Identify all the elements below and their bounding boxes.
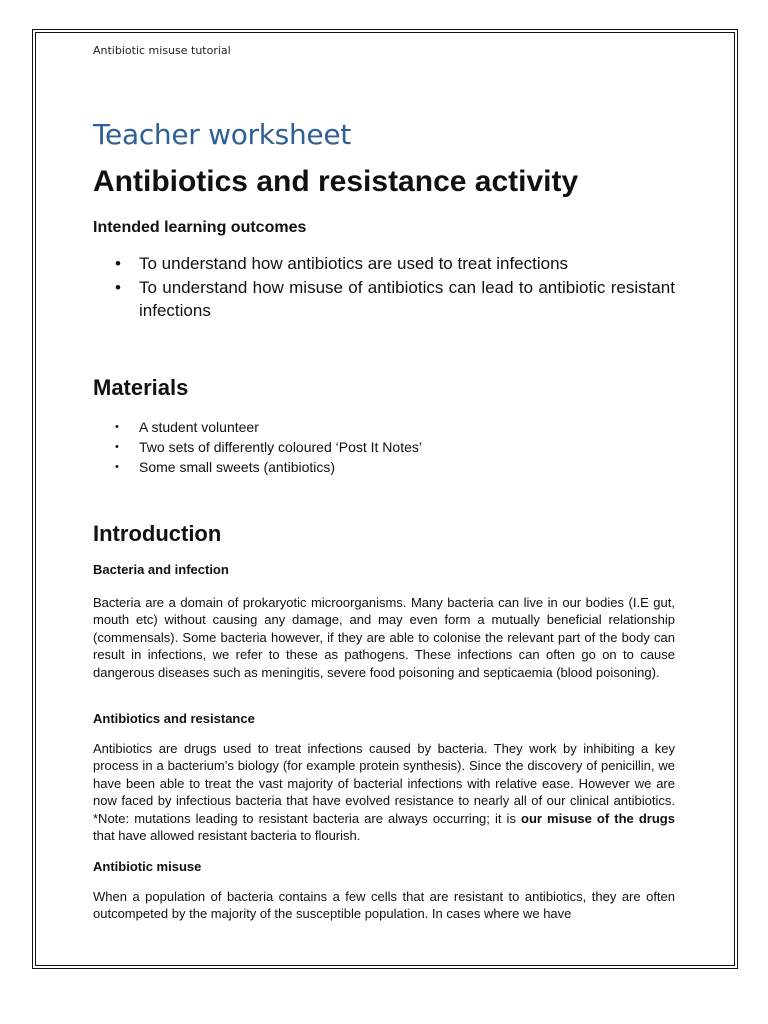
resistance-text-emphasis: our misuse of the drugs	[521, 810, 675, 826]
list-item	[93, 276, 675, 322]
bullet-icon: •	[115, 441, 119, 453]
material-text: A student volunteer	[139, 419, 259, 435]
bacteria-subheading: Bacteria and infection	[93, 562, 229, 577]
bullet-icon: •	[115, 254, 121, 273]
activity-title: Antibiotics and resistance activity	[93, 165, 579, 198]
outcome-text: To understand how antibiotics are used to treat infections	[139, 254, 569, 273]
list-item	[93, 457, 422, 477]
outcome-text: To understand how misuse of antibiotics can lead to antibiotic resistant infections	[139, 278, 675, 320]
resistance-text-start: Antibiotics are drugs used to treat infections caused by bacteria. They work by inhibiting a key process in a bacterium’s biology (for example protein synthesis). Since the discovery of penicillin, we have been able to treat the vast majority of bacterial infections with relative ease. However we are now faced by infectious bacteria that have evolved resistance to nearly all of our clinical antibiotics. *Note: mutations leading to resistant bacteria are always occurring; it is	[93, 741, 675, 826]
introduction-heading: Introduction	[93, 521, 222, 546]
bullet-icon: •	[115, 421, 119, 433]
misuse-subheading: Antibiotic misuse	[93, 859, 202, 874]
bullet-icon: •	[115, 461, 119, 473]
materials-heading: Materials	[93, 375, 189, 400]
misuse-paragraph: When a population of bacteria contains a few cells that are resistant to antibiotics, they are often outcompeted by the majority of the susceptible population. In cases where we have	[93, 889, 675, 922]
list-item	[93, 417, 422, 437]
material-text: Some small sweets (antibiotics)	[139, 459, 336, 475]
bullet-icon: •	[115, 278, 121, 297]
bacteria-paragraph: Bacteria are a domain of prokaryotic microorganisms. Many bacteria can live in our bodies (I.E gut, mouth etc) without causing any damage, and may even form a mutually beneficial relationship (commensals). Some bacteria however, if they are able to colonise the relevant part of the body can result in infections, we refer to these as pathogens. These infections can often go on to cause dangerous diseases such as meningitis, severe food poisoning and septicaemia (blood poisoning).	[93, 595, 675, 680]
running-header: Antibiotic misuse tutorial	[93, 44, 231, 57]
worksheet-title: Teacher worksheet	[93, 118, 351, 151]
resistance-paragraph	[93, 740, 675, 844]
outcomes-heading: Intended learning outcomes	[93, 219, 307, 236]
list-item	[93, 437, 422, 457]
resistance-subheading: Antibiotics and resistance	[93, 711, 255, 726]
list-item	[93, 252, 675, 275]
resistance-text-end: that have allowed resistant bacteria to flourish.	[93, 828, 361, 844]
materials-list	[93, 417, 422, 477]
material-text: Two sets of differently coloured ‘Post It Notes’	[139, 439, 422, 455]
outcomes-list	[93, 252, 675, 323]
